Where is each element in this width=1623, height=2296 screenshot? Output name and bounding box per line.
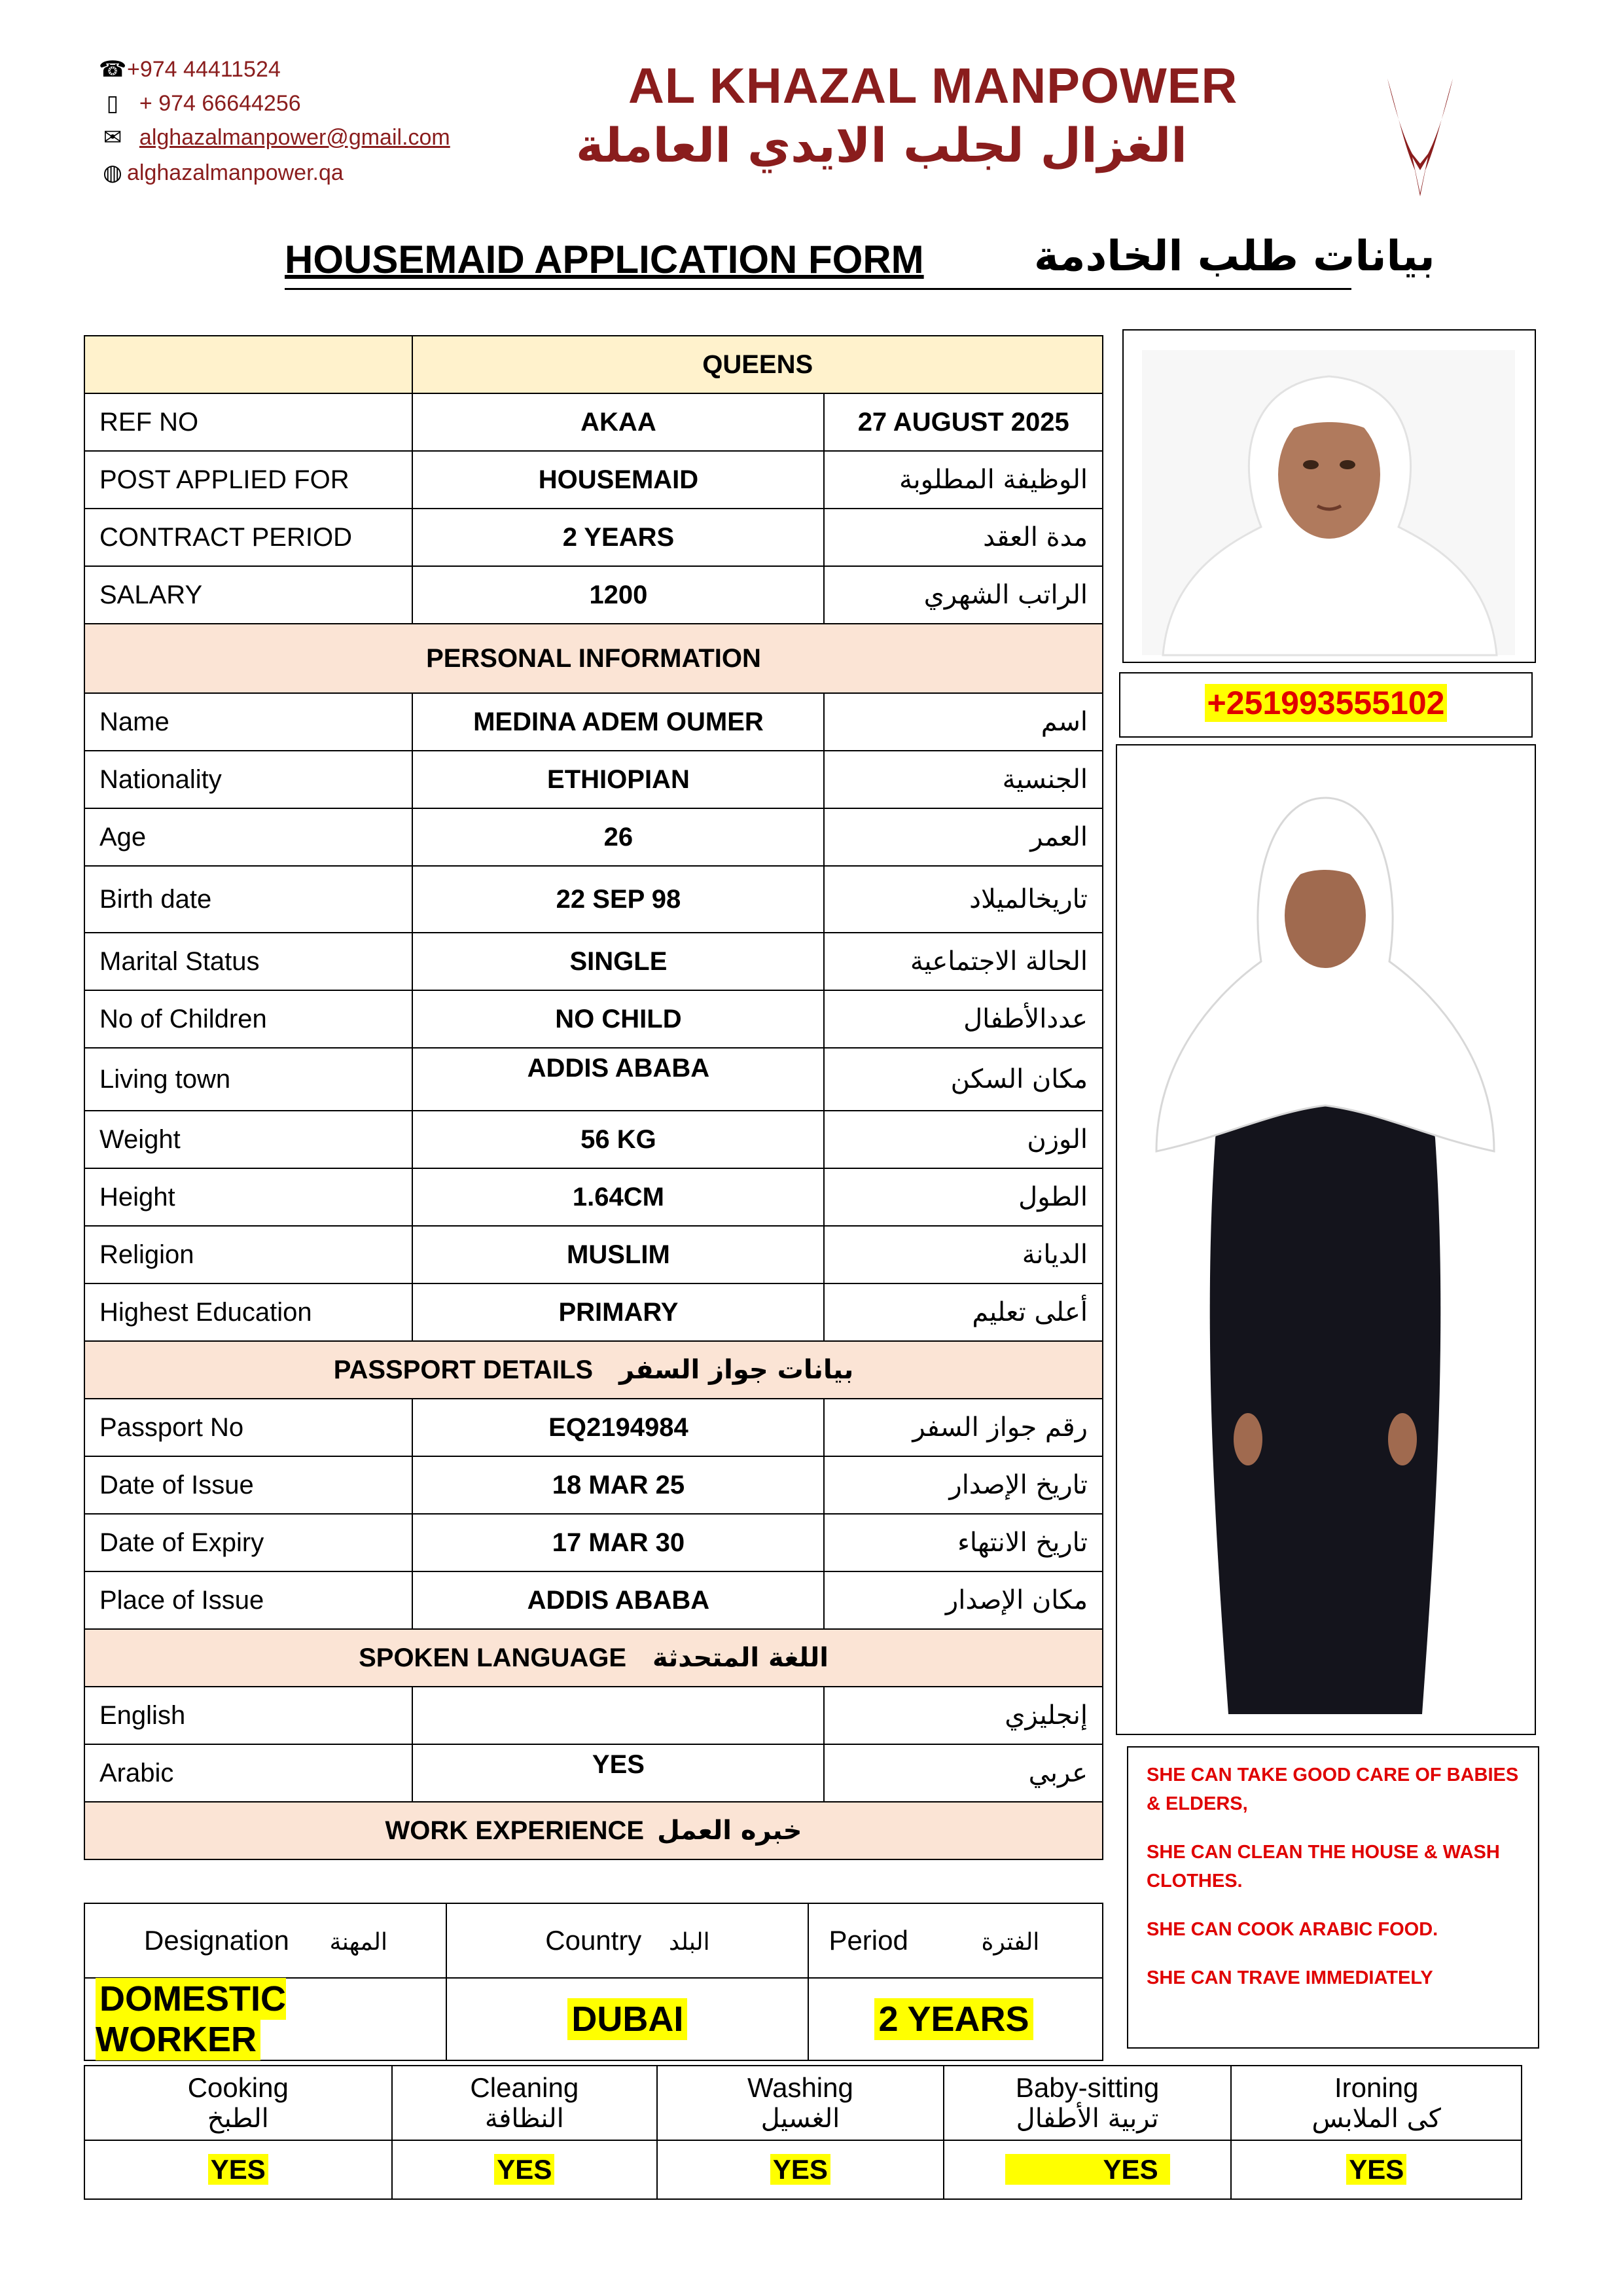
agency-row [84,336,1103,393]
note-item: SHE CAN COOK ARABIC FOOD. [1147,1919,1438,1940]
skills-table [84,2065,1522,2200]
form-title: HOUSEMAID APPLICATION FORM [285,238,924,281]
candidate-notes [1127,1746,1539,2049]
note-item: SHE CAN TAKE GOOD CARE OF BABIES & ELDERS, [1147,1765,1519,1814]
table-row: Place of Issue ADDIS ABABA مكان الإصدار [84,1571,1103,1629]
experience-period: 2 YEARS [874,1998,1033,2040]
ref-date: 27 AUGUST 2025 [824,393,1103,451]
brand-name-english: AL KHAZAL MANPOWER [628,58,1238,114]
skill-washing: Washing الغسيل [657,2066,944,2140]
table-row: Nationality ETHIOPIAN الجنسية [84,751,1103,808]
table-row: POST APPLIED FOR HOUSEMAID الوظيفة المطلوبة [84,451,1103,509]
note-item: SHE CAN CLEAN THE HOUSE & WASH CLOTHES. [1147,1842,1500,1892]
table-row: Passport No EQ2194984 رقم جواز السفر [84,1399,1103,1456]
table-row: Marital Status SINGLE الحالة الاجتماعية [84,933,1103,990]
portrait-photo [1122,329,1536,663]
table-row: Weight 56 KG الوزن [84,1111,1103,1168]
skill-ironing: Ironing کی الملابس [1231,2066,1522,2140]
table-row: Highest Education PRIMARY أعلى تعليم [84,1283,1103,1341]
table-row: English إنجليزي [84,1687,1103,1744]
experience-table [84,1903,1103,2061]
table-row: No of Children NO CHILD عددالأطفال [84,990,1103,1048]
table-row: REF NO AKAA 27 AUGUST 2025 [84,393,1103,451]
table-row: Arabic YES عربي [84,1744,1103,1802]
section-heading: PASSPORT DETAILS بيانات جواز السفر [84,1341,1103,1399]
application-table [84,335,1103,1860]
gazelle-logo [1374,72,1466,203]
section-heading: PERSONAL INFORMATION [84,624,1103,693]
table-row: Designation المهنة Country البلد Period الفترة [84,1903,1103,1978]
globe-icon: ◍ [103,160,122,185]
phone-contact: ☎+974 44411524 [98,57,281,82]
title-underline [285,288,1351,290]
phone-icon: ☎ [98,57,127,82]
experience-designation: DOMESTIC WORKER [96,1979,287,2059]
table-row [84,2066,1522,2140]
candidate-phone[interactable]: +251993555102 [1205,684,1448,722]
experience-country: DUBAI [567,1998,687,2040]
section-heading: SPOKEN LANGUAGE اللغة المتحدثة [84,1629,1103,1687]
table-row: Age 26 العمر [84,808,1103,866]
table-row: Date of Issue 18 MAR 25 تاريخ الإصدار [84,1456,1103,1514]
table-row: SALARY 1200 الراتب الشهري [84,566,1103,624]
table-row: YES YES YES YES YES [84,2140,1522,2199]
note-item: SHE CAN TRAVE IMMEDIATELY [1147,1967,1433,1988]
skill-cleaning: Cleaning النظافة [392,2066,658,2140]
table-row: Birth date 22 SEP 98 تاريخالميلاد [84,866,1103,933]
website-contact[interactable]: ◍ alghazalmanpower.qa [98,160,344,186]
candidate-phone-box[interactable] [1119,672,1533,738]
agency-name: QUEENS [412,336,1103,393]
table-row: Date of Expiry 17 MAR 30 تاريخ الانتهاء [84,1514,1103,1571]
email-contact[interactable]: ✉ alghazalmanpower@gmail.com [98,124,450,151]
table-row: Religion MUSLIM الديانة [84,1226,1103,1283]
table-row [84,1978,1103,2060]
form-title-arabic: بيانات طلب الخادمة [1034,232,1435,281]
mobile-icon: ▯ [106,91,119,116]
mail-icon: ✉ [103,125,122,150]
skill-babysitting: Baby-sitting تربية الأطفال [944,2066,1232,2140]
brand-name-arabic: الغزال لجلب الايدي العاملة [576,118,1187,173]
section-heading: WORK EXPERIENCE خبره العمل [84,1802,1103,1859]
table-row: CONTRACT PERIOD 2 YEARS مدة العقد [84,509,1103,566]
table-row: Name MEDINA ADEM OUMER اسم [84,693,1103,751]
table-row: Living town ADDIS ABABA مكان السكن [84,1048,1103,1111]
skill-cooking: Cooking الطبخ [84,2066,392,2140]
full-body-photo [1116,744,1536,1735]
table-row: Height 1.64CM الطول [84,1168,1103,1226]
mobile-contact: ▯ + 974 66644256 [98,90,301,117]
